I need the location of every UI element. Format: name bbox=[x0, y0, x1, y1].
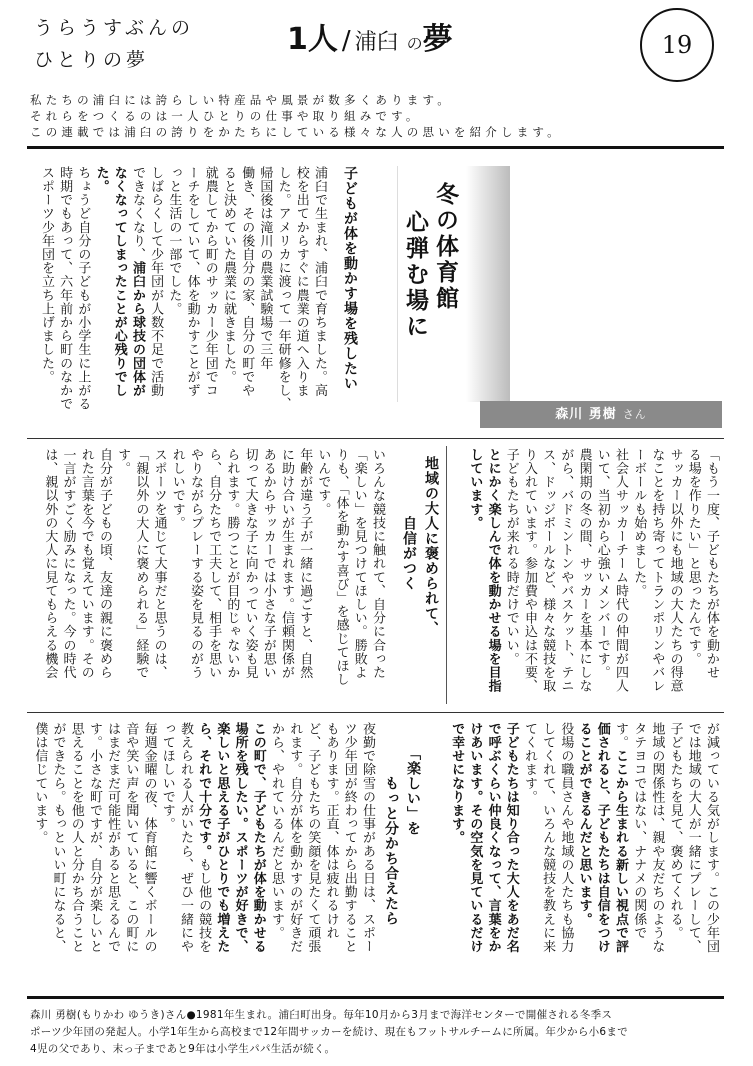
text-line: ど、子どもたちの笑顔を見たくて頑張 bbox=[305, 722, 321, 954]
text-line: タテヨコではない、ナナメの関係で bbox=[631, 722, 647, 940]
text-line: いて、当初から心強いメンバーです。 bbox=[594, 448, 610, 680]
text-line: この町で、子どもたちが体を動かせる bbox=[250, 722, 266, 954]
title-slash: / bbox=[341, 26, 351, 56]
issue-number-badge: 19 bbox=[640, 8, 714, 82]
text-line: 「楽しい」を見つけてほしい。勝敗よ bbox=[351, 448, 367, 680]
block1-subhead: 子どもが体を動かす場を残したい bbox=[342, 166, 358, 391]
text-line: ス、ドッジボールなど、様々な競技を取 bbox=[540, 448, 556, 693]
text-line: ここから生まれる新しい視点で評 bbox=[612, 749, 628, 954]
footer-line1: 森川 勇樹(もりかわ ゆうき)さん●1981年生まれ。浦臼町出身。毎年10月から3月まで海洋センターで開催される冬季ス bbox=[30, 1009, 613, 1021]
intro-line1: 私たちの浦臼には誇らしい特産品や風景が数多くあります。 bbox=[30, 93, 453, 107]
text-line: 子どもたちを見て、褒めてくれる。 bbox=[667, 722, 683, 940]
text-line: 「親以外の大人に褒められる」経験で bbox=[133, 448, 149, 680]
title-place: 浦臼 bbox=[354, 30, 399, 55]
text-line: てくれます。 bbox=[521, 722, 537, 804]
text-line: が減っている気がします。この少年団 bbox=[704, 722, 719, 954]
text-line: いんです。 bbox=[315, 448, 331, 516]
text-line: ら、自分たちで工夫して、相手を思い bbox=[206, 448, 222, 680]
text-line: りも、「体を動かす喜び」を感じてほし bbox=[333, 448, 349, 687]
text-line: けあいます。その空気を見ているだけ bbox=[467, 722, 483, 954]
text-line: 音や笑い声を聞いていると、この町に bbox=[123, 722, 139, 954]
text-line: 就農してから町のサッカー少年団でコ bbox=[202, 166, 218, 398]
header-rule bbox=[27, 146, 724, 149]
text-line: ツ少年団が終わってから出勤すること bbox=[341, 722, 357, 954]
text-line: 教えられる人がいたら、ぜひ一緒にや bbox=[177, 722, 193, 954]
text-line: で幸せになります。 bbox=[449, 722, 465, 845]
text-line: サッカー以外にも地域の大人たちの得意 bbox=[667, 448, 683, 693]
text-line: はまだまだ可能性があると思えるんで bbox=[105, 722, 121, 954]
text-line: 自分が子どもの頃、友達の親に褒めら bbox=[96, 448, 112, 680]
text-line: す。 bbox=[115, 448, 131, 476]
footer-line2: ポーツ少年団の発起人。小学1年生から高校まで12年間サッカーを続け、現在もフットサルチームに所属。年少から小6まで bbox=[30, 1026, 629, 1038]
text-line: いろんな競技に触れて、自分に合った bbox=[370, 448, 385, 680]
text-line: ってほしいです。 bbox=[159, 722, 175, 831]
text-line: から、やれているんだと思います。 bbox=[268, 722, 284, 940]
text-line: 切って大きな子に向かっていく姿も見 bbox=[242, 448, 258, 680]
text-line: 浦臼で生まれ、浦臼で育ちました。高 bbox=[312, 166, 327, 398]
title-person: 1人 bbox=[287, 22, 338, 57]
text-line: 校を出てからすぐに農業の道へ入りま bbox=[293, 166, 309, 398]
series-title-line1: うらうすぶんの bbox=[34, 17, 195, 39]
block3-left-body bbox=[32, 722, 376, 988]
text-line: 場所を残したい。スポーツが好きで、 bbox=[232, 722, 248, 954]
text-line: がら、バドミントンやバスケット、テニ bbox=[558, 448, 574, 693]
text-line: スポーツ少年団を立ち上げました。 bbox=[38, 166, 54, 384]
text-line: 浦臼から球技の団体が bbox=[129, 261, 145, 398]
text-line: れます。自分が体を動かすのが好きだ bbox=[287, 722, 303, 954]
profile-footer bbox=[30, 1007, 724, 1058]
person-name-band bbox=[480, 401, 722, 428]
text-line: では地域の大人が一緒にプレーして、 bbox=[685, 722, 701, 954]
block1-body bbox=[36, 166, 328, 430]
text-line: やりながらプレーする姿を見るのがう bbox=[187, 448, 203, 680]
text-line: 役場の職員さんや地域の人たちも協力 bbox=[558, 722, 574, 954]
text-line: 思えることを他の人と分かち合うこと bbox=[68, 722, 84, 954]
headline bbox=[400, 182, 460, 340]
text-line: ると決めていた農業に就きました。 bbox=[220, 166, 236, 384]
text-line: る場を作りたい」と思ったんです。 bbox=[685, 448, 701, 666]
text-line: で呼ぶくらい仲良くなって、言葉をか bbox=[485, 722, 501, 954]
text-line: す。 bbox=[612, 722, 628, 750]
text-line: スポーツを通じて大事だと思うのは、 bbox=[151, 448, 167, 680]
text-line: れた言葉を今でも覚えています。その bbox=[78, 448, 94, 680]
block3-right-body bbox=[418, 722, 720, 988]
block3-subhead-line2: もっと分かち合えたら bbox=[383, 776, 399, 926]
text-line: 夜勤で除雪の仕事がある日は、スポー bbox=[360, 722, 375, 954]
text-line: 時期でもあって、六年前から町のなかで bbox=[57, 166, 73, 411]
block2-right-body bbox=[452, 448, 720, 698]
block2-subhead-line1: 地域の大人に褒められて、 bbox=[423, 456, 439, 636]
text-line: 地域の関係性は、親や友だちのような bbox=[649, 722, 665, 954]
text-line: 「もう一度、子どもたちが体を動かせ bbox=[704, 448, 719, 680]
section-rule-1 bbox=[27, 438, 724, 439]
text-line: もし他の競技を bbox=[196, 858, 212, 954]
text-line: れしいです。 bbox=[169, 448, 185, 530]
text-line: してくれて、いろんな競技を教えに来 bbox=[540, 722, 556, 954]
text-line: ることができるんだと思います。 bbox=[576, 722, 592, 926]
text-line: ちょうど自分の子どもが小学生に上がる bbox=[75, 166, 91, 411]
text-line: なことを持ち寄ってトランポリンやバレ bbox=[649, 448, 665, 693]
text-line: 毎週金曜の夜、体育館に響くボールの bbox=[141, 722, 157, 954]
title-dream: 夢 bbox=[422, 22, 453, 57]
text-line: っと生活の一部でした。 bbox=[166, 166, 182, 316]
block2-subhead-line2: 自信がつく bbox=[401, 516, 417, 591]
text-line: り入れています。参加費や申込は不要、 bbox=[521, 448, 537, 693]
series-title-line2: ひとりの夢 bbox=[34, 49, 150, 71]
block3-subhead bbox=[380, 746, 424, 986]
text-line: ら、それで十分です。 bbox=[196, 722, 212, 858]
text-line: に助け合いが生まれます。信頼関係が bbox=[278, 448, 294, 680]
page-title bbox=[287, 14, 453, 58]
text-line: は、親以外の大人に見てもらえる機会 bbox=[42, 448, 58, 680]
text-line: 働き、その後自分の家、自分の町でや bbox=[239, 166, 255, 398]
intro-line2: それらをつくるのは一人ひとりの仕事や取り組みです。 bbox=[30, 109, 422, 123]
text-line: なくなってしまったことが心残りでし bbox=[111, 166, 127, 398]
footer-line3: 4児の父であり、末っ子まであと9年は小学生パパ生活が続く。 bbox=[30, 1043, 336, 1055]
text-line: ーチをしていて、体を動かすことがず bbox=[184, 166, 200, 398]
text-line: 一言がすごく励みになった。今の時代 bbox=[60, 448, 76, 680]
headline-line1: 冬の体育館 bbox=[432, 182, 458, 312]
footer-rule bbox=[27, 996, 724, 999]
text-line: できなくなり、 bbox=[129, 166, 145, 262]
headline-shade bbox=[466, 166, 510, 402]
text-line: 楽しいと思える子がひとりでも増えた bbox=[214, 722, 230, 954]
text-line: 子どもたちは知り合った大人をあだ名 bbox=[503, 722, 519, 954]
person-honorific: さん bbox=[622, 408, 647, 421]
text-line: 年齢が違う子が一緒に過ごすと、自然 bbox=[297, 448, 313, 680]
text-line: しばらくして少年団が人数不足で活動 bbox=[148, 166, 164, 398]
block2-subhead bbox=[398, 456, 442, 706]
text-line: た。 bbox=[93, 166, 109, 194]
text-line: ーボールも始めました。 bbox=[631, 448, 647, 598]
text-line: 農閑期の冬の間、サッカーを基本にしな bbox=[576, 448, 592, 693]
intro-line3: この連載では浦臼の誇りをかたちにしている様々な人の思いを紹介します。 bbox=[30, 125, 563, 139]
headline-line2: 心弾む場に bbox=[402, 210, 428, 340]
text-line: す。小さな町ですが、自分が楽しいと bbox=[86, 722, 102, 954]
text-line: 子どもたちが来れる時だけでいい。 bbox=[503, 448, 519, 666]
text-line: 社会人サッカーチーム時代の仲間が四人 bbox=[612, 448, 628, 693]
text-line: 帰国後は滝川の農業試験場で三年 bbox=[257, 166, 273, 370]
section-rule-2 bbox=[27, 712, 724, 713]
block3-subhead-line1: 「楽しい」を bbox=[405, 746, 421, 836]
text-line: られます。勝つことが目的じゃないか bbox=[224, 448, 240, 680]
text-line: あるからサッカーでは小さな子が思い bbox=[260, 448, 276, 680]
text-line: 僕は信じています。 bbox=[32, 722, 48, 845]
text-line: 価されると、子どもたちは自信をつけ bbox=[594, 722, 610, 954]
person-name: 森川 勇樹 bbox=[555, 407, 617, 422]
title-no: の bbox=[406, 34, 423, 53]
block2-divider bbox=[446, 446, 447, 704]
text-line: しています。 bbox=[467, 448, 483, 530]
text-line: とにかく楽しんで体を動かせる場を目指 bbox=[485, 448, 501, 693]
text-line: もあります。正直、体は疲れるけれ bbox=[323, 722, 339, 940]
block2-left-body bbox=[36, 448, 386, 698]
text-line: ができたら。もっといい町になると、 bbox=[50, 722, 66, 954]
text-line: した。アメリカに渡って一年研修をし、 bbox=[275, 166, 291, 411]
